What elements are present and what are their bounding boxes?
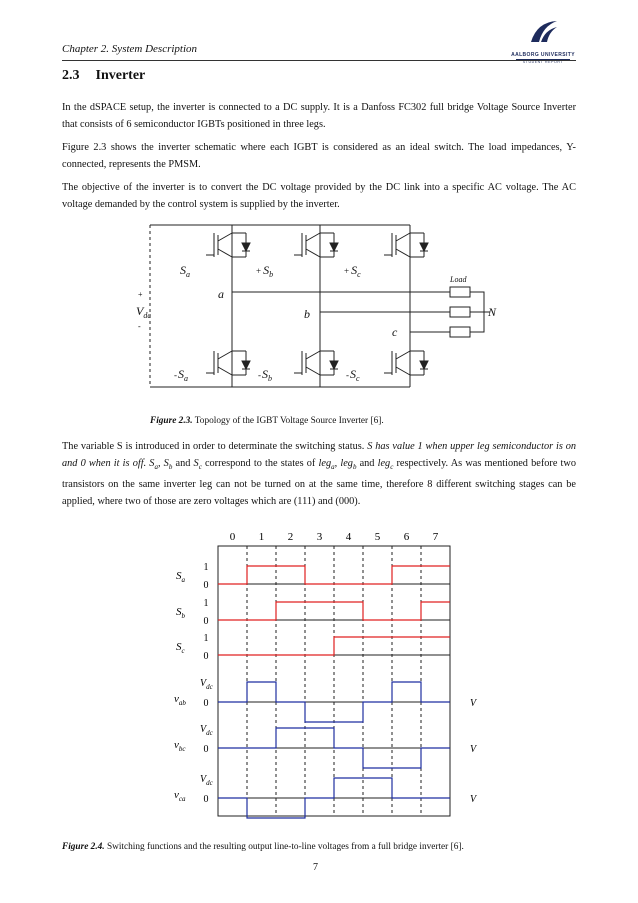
level-one-sa: 1 [203,562,209,573]
v-right-vab: V [470,698,477,709]
logo-university-name: AALBORG UNIVERSITY [511,52,575,58]
state-label: 7 [432,531,439,543]
inverter-schematic [110,215,530,405]
paragraph-3: The objective of the inverter is to convert the DC voltage provided by the DC link into a specific AC voltage. The AC voltage demanded by the control system is supplied by the inverter. [62,182,576,210]
figure-2-4-caption [62,842,464,852]
state-label: 6 [403,531,410,543]
waveform-sb [218,602,450,620]
figure-2-3-caption-text: Topology of the IGBT Voltage Source Inverter [6]. [194,416,384,426]
running-header: Chapter 2. System Description [62,43,198,55]
vdc-tick-vbc: $V_{dc}$ [200,724,213,737]
logo-subtitle: STUDENT REPORT [516,59,570,64]
inline-legs: leg$_a$, leg$_b$ [318,458,357,472]
waveform-sa [218,566,450,584]
vdc-tick-vab: $V_{dc}$ [200,678,213,691]
signal-label-sc: $S_c$ [176,641,185,655]
paragraph-4-part-4: respectively. As was mentioned before two transistors on the same inverter leg can not be turned on at the same time, therefore 8 different switching stages can be applied, where two of those are zero voltages which are (111) and (000). [62,458,577,508]
switching-waveform-chart [150,528,480,828]
waveform-sc [218,637,450,655]
v-right-vca: V [470,794,477,805]
paragraph-4-part-2: S has value 1 when upper leg semiconductor is on and 0 when it is off. [62,441,577,469]
neutral-label: N [488,305,497,319]
paragraph-4-part-1: The variable S is introduced in order to determinate the switching status. [62,441,365,452]
v-right-vbc: V [470,744,477,755]
node-a-label: a [218,287,224,301]
signal-label-sb: $S_b$ [176,606,185,620]
section-number: 2.3 [62,68,80,83]
label-sb: + $S_b$ [256,263,274,279]
paragraph-4: The variable S is introduced in order to determinate the switching status. S has value 1 when upper leg semiconductor is on and 0 when it is off. $S_a$, $S_b$ and $S_c$ correspond to the states of leg$_a$, leg$_b$ and leg$_c$ respectively. As was mentioned before two transistors on the same inverter leg can not be turned on at the same time, therefore 8 different switching stages can be applied, where two of those are zero voltages which are (111) and (000). [62,441,577,508]
inline-sc: $S_c$ [193,458,202,472]
label-sa: $S_a$ [180,263,190,279]
figure-2-4-caption-text: Switching functions and the resulting output line-to-line voltages from a full bridge inverter [6]. [106,842,464,852]
paragraph-4-part-3: correspond to the states of [204,458,316,469]
vdc-plus: + [138,290,143,299]
voltage-label-vca: $v_{ca}$ [174,789,186,803]
state-label: 2 [287,531,294,543]
figure-2-3-caption [150,416,384,426]
vdc-minus: - [138,322,141,331]
logo-mark-icon [523,18,563,46]
state-label: 4 [345,531,352,543]
state-label: 0 [229,531,236,543]
level-zero-sc: 0 [203,651,209,662]
signal-label-sa: $S_a$ [176,570,185,584]
state-label: 5 [374,531,381,543]
vdc-tick-vca: $V_{dc}$ [200,774,213,787]
node-b-label: b [304,307,310,321]
level-zero-sa: 0 [203,580,209,591]
section-title: Inverter [95,68,146,83]
paragraph-1: In the dSPACE setup, the inverter is connected to a DC supply. It is a Danfoss FC302 full bridge Voltage Source Inverter that consists of 6 semiconductor IGBTs positioned in three legs. [62,102,576,130]
inline-legc: leg$_c$ [377,458,394,472]
page-number: 7 [313,862,318,873]
level-zero-vab: 0 [203,698,209,709]
level-one-sc: 1 [203,633,209,644]
inline-sa: $S_a$, $S_b$ [149,458,173,472]
level-zero-vca: 0 [203,794,209,805]
load-label: Load [450,275,467,284]
level-zero-sb: 0 [203,616,209,627]
paragraph-2: Figure 2.3 shows the inverter schematic where each IGBT is considered as an ideal switch. The load impedances, Y-connected, represents the PMSM. [62,142,576,170]
label-sb-lower: $-S_b$ [258,367,272,383]
section-heading [62,68,145,84]
label-sc-lower: $-S_c$ [346,367,360,383]
voltage-label-vbc: $v_{bc}$ [174,739,186,753]
level-one-sb: 1 [203,598,209,609]
figure-2-4-caption-label: Figure 2.4. [62,842,105,852]
state-label: 1 [258,531,265,543]
label-sc: + $S_c$ [344,263,361,279]
state-label: 3 [316,531,323,543]
node-c-label: c [392,325,398,339]
header-rule [62,60,576,61]
university-logo [510,18,576,62]
voltage-label-vab: $v_{ab}$ [174,693,186,707]
vdc-label: $V_{dc}$ [136,304,151,320]
figure-2-3-caption-label: Figure 2.3. [150,416,193,426]
label-sa-lower: $-S_a$ [174,367,188,383]
level-zero-vbc: 0 [203,744,209,755]
